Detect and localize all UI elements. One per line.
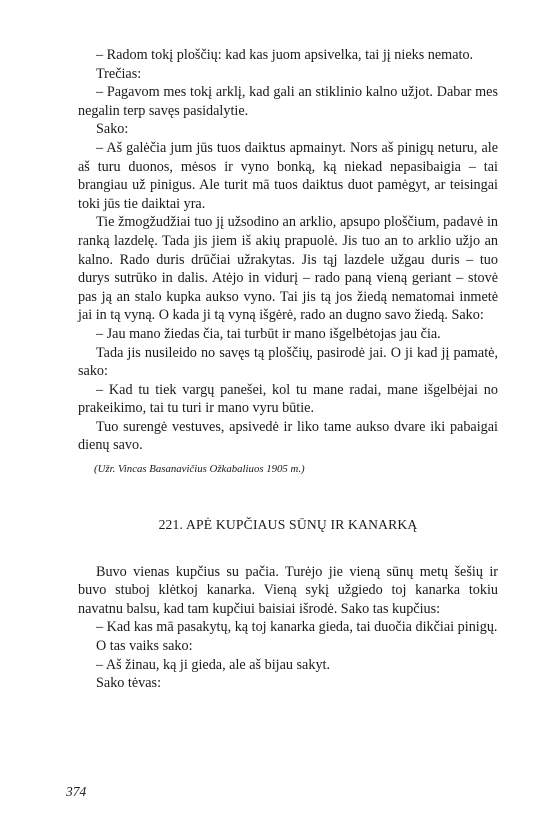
paragraph: – Jau mano žiedas čia, tai turbūt ir mano išgelbėtojas jau čia. (96, 325, 441, 342)
paragraph: – Aš galėčia jum jūs tuos daiktus apmainyt. Nors aš pinigų neturu, ale aš turu duonos, mėsos ir vyno bonką, ką niekad nepasibaigia – tai brangiau už pinigus. Ale turit mā tuos daiktus duot pamėgyt, ar teisingai toki jūs tie daiktai yra. (78, 139, 498, 212)
paragraph: O tas vaiks sako: (96, 638, 193, 655)
source-note: (Užr. Vincas Basanavičius Ožkabaliuos 1905 m.) (94, 463, 305, 476)
paragraph: – Aš žinau, ką ji gieda, ale aš bijau sakyt. (96, 656, 331, 673)
paragraph: – Kad kas mā pasakytų, ką toj kanarka gieda, tai duočia dikčiai pinigų. (96, 619, 498, 636)
story-heading: 221. APĖ KUPČIAUS SŪNŲ IR KANARKĄ (158, 517, 418, 533)
paragraph: Trečias: (96, 65, 142, 82)
paragraph: – Radom tokį ploščių: kad kas juom apsivelka, tai jį nieks nemato. (96, 47, 474, 63)
paragraph: Tada jis nusileido no savęs tą ploščių, pasirodė jai. O ji kad jį pamatė, sako: (78, 344, 498, 380)
paragraph: Sako tėvas: (96, 675, 162, 692)
paragraph: Tie žmogžudžiai tuo jį užsodino an arklio, apsupo ploščium, padavė in ranką lazdelę. Tada jis jiem iš akių prapuolė. Jis tuo an to arklio užjo an kalno. Rado duris drūčiai užrakytas. Jis tąj lazdele užgau duris – tuo durys sutrūko in dalis. Atėjo in vidurį – rado paną vieną geriant – stovė pas ją an stalo kupka aukso vyno. Tai jis tą jos žiedą nematomai inmetė jai in tą vyną. O kada ji tą vyną išgėrė, rado an dugno savo žiedą. Sako: (78, 214, 498, 324)
paragraph: – Pagavom mes tokį arklį, kad gali an stiklinio kalno užjot. Dabar mes negalin terp savęs pasidalytie. (78, 84, 498, 119)
page-number: 374 (66, 784, 87, 799)
paragraph: Tuo surengė vestuves, apsivedė ir liko tame aukso dvare iki pabaigai dienų savo. (78, 418, 498, 454)
paragraph: – Kad tu tiek vargų panešei, kol tu mane radai, mane išgelbėjai no prakeikimo, tai tu turi ir mano vyru būtie. (78, 381, 498, 417)
paragraph: Sako: (96, 121, 129, 138)
page-text (78, 46, 498, 693)
paragraph: Buvo vienas kupčius su pačia. Turėjo jie vieną sūnų metų šešių ir buvo stuboj klėtkoj kanarka. Vieną sykį užgiedo toj kanarka tokiu navatnu balsu, kad tam kupčiui baisiai išrodė. Sako tas kupčius: (78, 563, 498, 617)
